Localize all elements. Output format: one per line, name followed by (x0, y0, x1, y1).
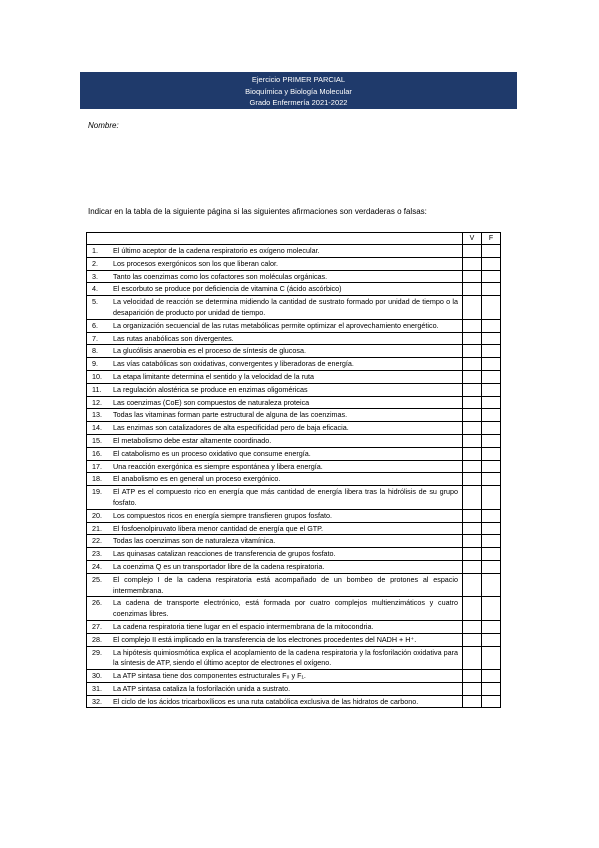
statement-cell (87, 447, 463, 460)
statement-text: La hipótesis quimiosmótica explica el acoplamiento de la cadena respiratoria y la fosforilación oxidativa para la síntesis de ATP, siendo el último aceptor de electrones el oxígeno. (113, 647, 458, 668)
answer-v-cell[interactable] (463, 473, 482, 486)
answer-v-cell[interactable] (463, 245, 482, 258)
answer-v-cell[interactable] (463, 522, 482, 535)
header-f: F (482, 233, 501, 245)
statement-text: Las rutas anabólicas son divergentes. (113, 333, 234, 343)
table-row (87, 245, 501, 258)
name-label: Nombre: (88, 121, 119, 130)
answer-f-cell[interactable] (482, 597, 501, 621)
statement-number: 10. (92, 371, 102, 381)
answer-v-cell[interactable] (463, 646, 482, 670)
statement-text: El complejo I de la cadena respiratoria está acompañado de un bombeo de protones al espacio intermembrana. (113, 574, 458, 595)
table-row (87, 473, 501, 486)
statement-cell (87, 370, 463, 383)
statement-cell (87, 486, 463, 510)
statement-number: 20. (92, 510, 102, 520)
table-row (87, 522, 501, 535)
answer-f-cell[interactable] (482, 560, 501, 573)
table-row (87, 460, 501, 473)
statement-number: 22. (92, 536, 102, 546)
table-row (87, 434, 501, 447)
statement-cell (87, 270, 463, 283)
answer-f-cell[interactable] (482, 646, 501, 670)
statement-text: Todas las coenzimas son de naturaleza vitamínica. (113, 536, 276, 546)
table-row (87, 447, 501, 460)
header-degree-year: Grado Enfermería 2021-2022 (249, 98, 348, 107)
statement-number: 30. (92, 671, 102, 681)
table-row (87, 597, 501, 621)
statement-number: 24. (92, 561, 102, 571)
statement-number: 23. (92, 549, 102, 559)
answer-f-cell[interactable] (482, 332, 501, 345)
table-row (87, 682, 501, 695)
answer-v-cell[interactable] (463, 695, 482, 708)
statement-number: 3. (92, 271, 98, 281)
statement-text: Todas las vitaminas forman parte estructural de alguna de las coenzimas. (113, 410, 348, 420)
statement-cell (87, 422, 463, 435)
statement-text: Una reacción exergónica es siempre espontánea y libera energía. (113, 461, 323, 471)
statement-cell (87, 560, 463, 573)
statement-cell (87, 473, 463, 486)
statement-number: 2. (92, 258, 98, 268)
statement-cell (87, 283, 463, 296)
statement-number: 25. (92, 574, 102, 584)
statement-text: La ATP sintasa tiene dos componentes estructurales F₀ y F₁. (113, 671, 306, 681)
statement-number: 8. (92, 346, 98, 356)
table-row (87, 358, 501, 371)
statement-cell (87, 695, 463, 708)
answer-f-cell[interactable] (482, 535, 501, 548)
statement-number: 7. (92, 333, 98, 343)
statement-cell (87, 396, 463, 409)
statement-text: La glucólisis anaerobia es el proceso de síntesis de glucosa. (113, 346, 306, 356)
statement-cell (87, 460, 463, 473)
answer-v-cell[interactable] (463, 535, 482, 548)
statement-number: 26. (92, 598, 102, 608)
answer-f-cell[interactable] (482, 257, 501, 270)
statement-text: La velocidad de reacción se determina midiendo la cantidad de sustrato formado por unidad de tiempo o la desaparición de producto por unidad de tiempo. (113, 297, 458, 317)
statement-number: 12. (92, 397, 102, 407)
statement-cell (87, 646, 463, 670)
table-row (87, 409, 501, 422)
answer-v-cell[interactable] (463, 409, 482, 422)
statement-number: 19. (92, 487, 102, 497)
statement-number: 13. (92, 410, 102, 420)
statement-text: El escorbuto se produce por deficiencia de vitamina C (ácido ascórbico) (113, 284, 342, 294)
statement-text: Las coenzimas (CoE) son compuestos de naturaleza proteica (113, 397, 310, 407)
table-row (87, 670, 501, 683)
answer-v-cell[interactable] (463, 447, 482, 460)
statement-cell (87, 434, 463, 447)
statement-cell (87, 319, 463, 332)
header-exercise-title: Ejercicio PRIMER PARCIAL (251, 75, 346, 84)
statement-number: 4. (92, 284, 98, 294)
statement-text: Las vías catabólicas son oxidativas, convergentes y liberadoras de energía. (113, 359, 354, 369)
answer-f-cell[interactable] (482, 522, 501, 535)
table-row (87, 422, 501, 435)
table-row (87, 560, 501, 573)
answer-f-cell[interactable] (482, 473, 501, 486)
table-row (87, 486, 501, 510)
answer-v-cell[interactable] (463, 633, 482, 646)
statement-number: 21. (92, 523, 102, 533)
answer-v-cell[interactable] (463, 319, 482, 332)
statement-number: 6. (92, 320, 98, 330)
statement-number: 29. (92, 647, 102, 657)
statement-number: 15. (92, 435, 102, 445)
table-row (87, 646, 501, 670)
answer-f-cell[interactable] (482, 409, 501, 422)
table-row (87, 345, 501, 358)
statement-text: La coenzima Q es un transportador libre de la cadena respiratoria. (113, 561, 325, 571)
statement-text: La organización secuencial de las rutas metabólicas permite optimizar el aprovechamiento energético. (113, 320, 439, 330)
answer-f-cell[interactable] (482, 296, 501, 320)
answer-f-cell[interactable] (482, 548, 501, 561)
statement-text: Tanto las coenzimas como los cofactores son moléculas orgánicas. (113, 271, 328, 281)
statement-cell (87, 620, 463, 633)
answer-f-cell[interactable] (482, 396, 501, 409)
answer-v-cell[interactable] (463, 332, 482, 345)
statement-text: El complejo II está implicado en la transferencia de los electrones procedentes del NADH + H⁺. (113, 634, 417, 644)
answer-v-cell[interactable] (463, 434, 482, 447)
answer-f-cell[interactable] (482, 370, 501, 383)
header-statement-cell (87, 233, 463, 245)
answer-f-cell[interactable] (482, 695, 501, 708)
statement-number: 18. (92, 474, 102, 484)
statement-text: El ATP es el compuesto rico en energía que más cantidad de energía libera tras la hidrólisis de su grupo fosfato. (113, 487, 458, 507)
statement-number: 27. (92, 621, 102, 631)
statement-number: 16. (92, 448, 102, 458)
statement-cell (87, 345, 463, 358)
statement-cell (87, 633, 463, 646)
statement-cell (87, 257, 463, 270)
answer-v-cell[interactable] (463, 670, 482, 683)
answer-f-cell[interactable] (482, 270, 501, 283)
answer-f-cell[interactable] (482, 633, 501, 646)
statement-cell (87, 682, 463, 695)
answer-v-cell[interactable] (463, 682, 482, 695)
table-row (87, 283, 501, 296)
statement-cell (87, 573, 463, 597)
statement-number: 28. (92, 634, 102, 644)
statement-text: La cadena respiratoria tiene lugar en el espacio intermembrana de la mitocondria. (113, 621, 374, 631)
table-row (87, 370, 501, 383)
table-row (87, 695, 501, 708)
answer-f-cell[interactable] (482, 486, 501, 510)
statement-text: El último aceptor de la cadena respiratorio es oxígeno molecular. (113, 246, 320, 255)
statement-number: 14. (92, 423, 102, 433)
answer-v-cell[interactable] (463, 460, 482, 473)
answer-f-cell[interactable] (482, 670, 501, 683)
table-row (87, 573, 501, 597)
answer-v-cell[interactable] (463, 345, 482, 358)
true-false-table (86, 232, 501, 708)
answer-v-cell[interactable] (463, 560, 482, 573)
statement-text: Los procesos exergónicos son los que liberan calor. (113, 258, 279, 268)
statement-text: Las quinasas catalizan reacciones de transferencia de grupos fosfato. (113, 549, 336, 559)
answer-f-cell[interactable] (482, 682, 501, 695)
answer-f-cell[interactable] (482, 358, 501, 371)
statement-number: 17. (92, 461, 102, 471)
answer-v-cell[interactable] (463, 548, 482, 561)
statement-text: El ciclo de los ácidos tricarboxílicos es una ruta catabólica exclusiva de las hidratos de carbono. (113, 696, 419, 706)
table-row (87, 383, 501, 396)
instruction-text: Indicar en la tabla de la siguiente página si las siguientes afirmaciones son verdaderas o falsas: (88, 207, 427, 216)
statement-text: Los compuestos ricos en energía siempre transfieren grupos fosfato. (113, 510, 332, 520)
table-row (87, 296, 501, 320)
statement-cell (87, 296, 463, 320)
statement-number: 5. (92, 297, 98, 307)
statement-text: La etapa limitante determina el sentido y la velocidad de la ruta (113, 371, 314, 381)
answer-f-cell[interactable] (482, 447, 501, 460)
answer-v-cell[interactable] (463, 358, 482, 371)
statement-text: Las enzimas son catalizadores de alta especificidad pero de baja eficacia. (113, 423, 349, 433)
table-row (87, 620, 501, 633)
statement-text: La cadena de transporte electrónico, está formada por cuatro complejos multienzimáticos y cuatro coenzimas libres. (113, 598, 458, 619)
answer-f-cell[interactable] (482, 573, 501, 597)
answer-f-cell[interactable] (482, 283, 501, 296)
statement-cell (87, 548, 463, 561)
statement-cell (87, 409, 463, 422)
statement-text: El catabolismo es un proceso oxidativo que consume energía. (113, 448, 311, 458)
answer-v-cell[interactable] (463, 270, 482, 283)
header-course-name: Bioquímica y Biología Molecular (245, 86, 352, 96)
table-row (87, 396, 501, 409)
document-header (80, 72, 517, 109)
answer-f-cell[interactable] (482, 620, 501, 633)
answer-f-cell[interactable] (482, 460, 501, 473)
table-row (87, 257, 501, 270)
answer-v-cell[interactable] (463, 257, 482, 270)
answer-f-cell[interactable] (482, 434, 501, 447)
answer-v-cell[interactable] (463, 370, 482, 383)
statement-cell (87, 332, 463, 345)
statement-cell (87, 535, 463, 548)
answer-v-cell[interactable] (463, 620, 482, 633)
statement-text: La regulación alostérica se produce en enzimas oligoméricas (113, 384, 308, 394)
statement-cell (87, 522, 463, 535)
statement-text: El anabolismo es en general un proceso exergónico. (113, 474, 281, 484)
table-row (87, 548, 501, 561)
answer-v-cell[interactable] (463, 283, 482, 296)
table-row (87, 535, 501, 548)
header-v: V (463, 233, 482, 245)
statement-text: El metabolismo debe estar altamente coordinado. (113, 435, 272, 445)
table-row (87, 270, 501, 283)
table-header-row (87, 233, 501, 245)
statement-number: 1. (92, 246, 98, 255)
statement-text: La ATP sintasa cataliza la fosforilación unida a sustrato. (113, 683, 291, 693)
statement-cell (87, 509, 463, 522)
answer-v-cell[interactable] (463, 396, 482, 409)
table-row (87, 633, 501, 646)
table-row (87, 332, 501, 345)
answer-v-cell[interactable] (463, 509, 482, 522)
statement-number: 32. (92, 696, 102, 706)
statement-cell (87, 245, 463, 258)
table-row (87, 319, 501, 332)
answer-v-cell[interactable] (463, 597, 482, 621)
statement-cell (87, 358, 463, 371)
answer-f-cell[interactable] (482, 422, 501, 435)
answer-f-cell[interactable] (482, 245, 501, 258)
answer-v-cell[interactable] (463, 383, 482, 396)
statement-cell (87, 670, 463, 683)
answer-f-cell[interactable] (482, 509, 501, 522)
statement-number: 11. (92, 384, 102, 394)
answer-v-cell[interactable] (463, 573, 482, 597)
statement-number: 31. (92, 683, 102, 693)
answer-v-cell[interactable] (463, 422, 482, 435)
statement-cell (87, 597, 463, 621)
answer-f-cell[interactable] (482, 383, 501, 396)
answer-f-cell[interactable] (482, 345, 501, 358)
statement-cell (87, 383, 463, 396)
table-row (87, 509, 501, 522)
answer-v-cell[interactable] (463, 486, 482, 510)
statement-text: El fosfoenolpiruvato libera menor cantidad de energía que el GTP. (113, 523, 324, 533)
answer-v-cell[interactable] (463, 296, 482, 320)
statement-number: 9. (92, 359, 98, 369)
answer-f-cell[interactable] (482, 319, 501, 332)
